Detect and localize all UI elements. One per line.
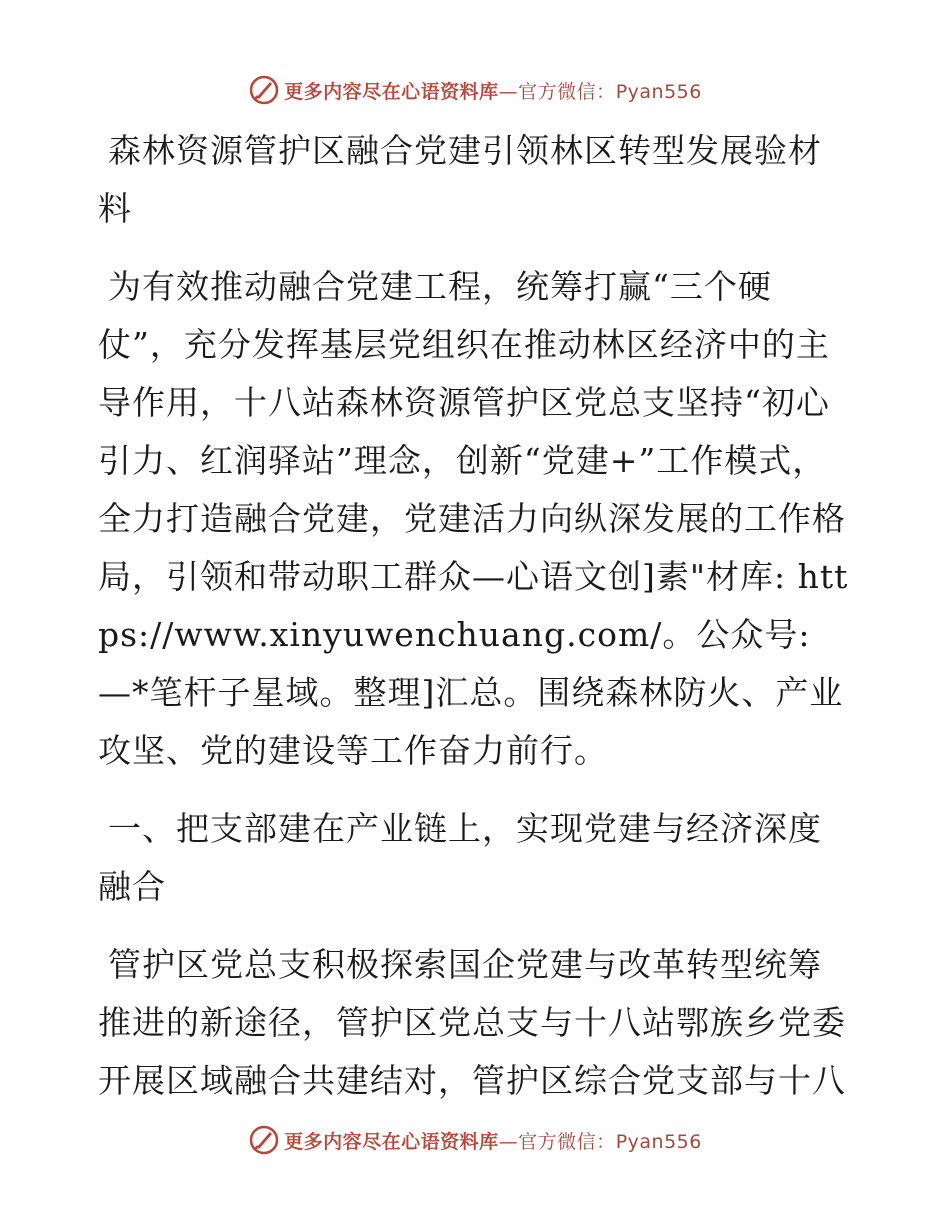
watermark-sep: —官方微信： <box>498 80 616 103</box>
paragraph: 为有效推动融合党建工程，统筹打赢“三个硬仗”，充分发挥基层党组织在推动林区经济中的主导作用，十八站森林资源管护区党总支坚持“初心引力、红润驿站”理念，创新“党建+”工作模式，全力打造融合党建，党建活力向纵深发展的工作格局，引领和带动职工群众—心语文创]素"材库: https://www.xinyuwenchuang.com/。公众号: —*笔杆子星域。整理]汇总。围绕森林防火、产业攻坚、党的建设等工作奋力前行。 <box>98 267 849 770</box>
watermark-sep: —官方微信： <box>498 1130 616 1153</box>
header-watermark <box>0 70 950 110</box>
quill-logo-icon <box>248 74 280 106</box>
watermark-main: 更多内容尽在心语资料库 <box>284 1130 499 1153</box>
footer-watermark <box>0 1120 950 1160</box>
watermark-text <box>284 1127 702 1154</box>
quill-logo-icon <box>248 1124 280 1156</box>
paragraph: 管护区党总支积极探索国企党建与改革转型统筹推进的新途径，管护区党总支与十八站鄂族乡党委开展区域融合共建结对，管护区综合党支部与十八 <box>98 945 846 1100</box>
watermark-text <box>284 77 702 104</box>
document-body <box>98 122 852 1130</box>
section-heading: 一、把支部建在产业链上，实现党建与经济深度融合 <box>98 809 822 906</box>
document-title: 森林资源管护区融合党建引领林区转型发展验材料 <box>98 131 822 228</box>
watermark-id: Pyan556 <box>615 80 702 103</box>
watermark-main: 更多内容尽在心语资料库 <box>284 80 499 103</box>
watermark-id: Pyan556 <box>615 1130 702 1153</box>
